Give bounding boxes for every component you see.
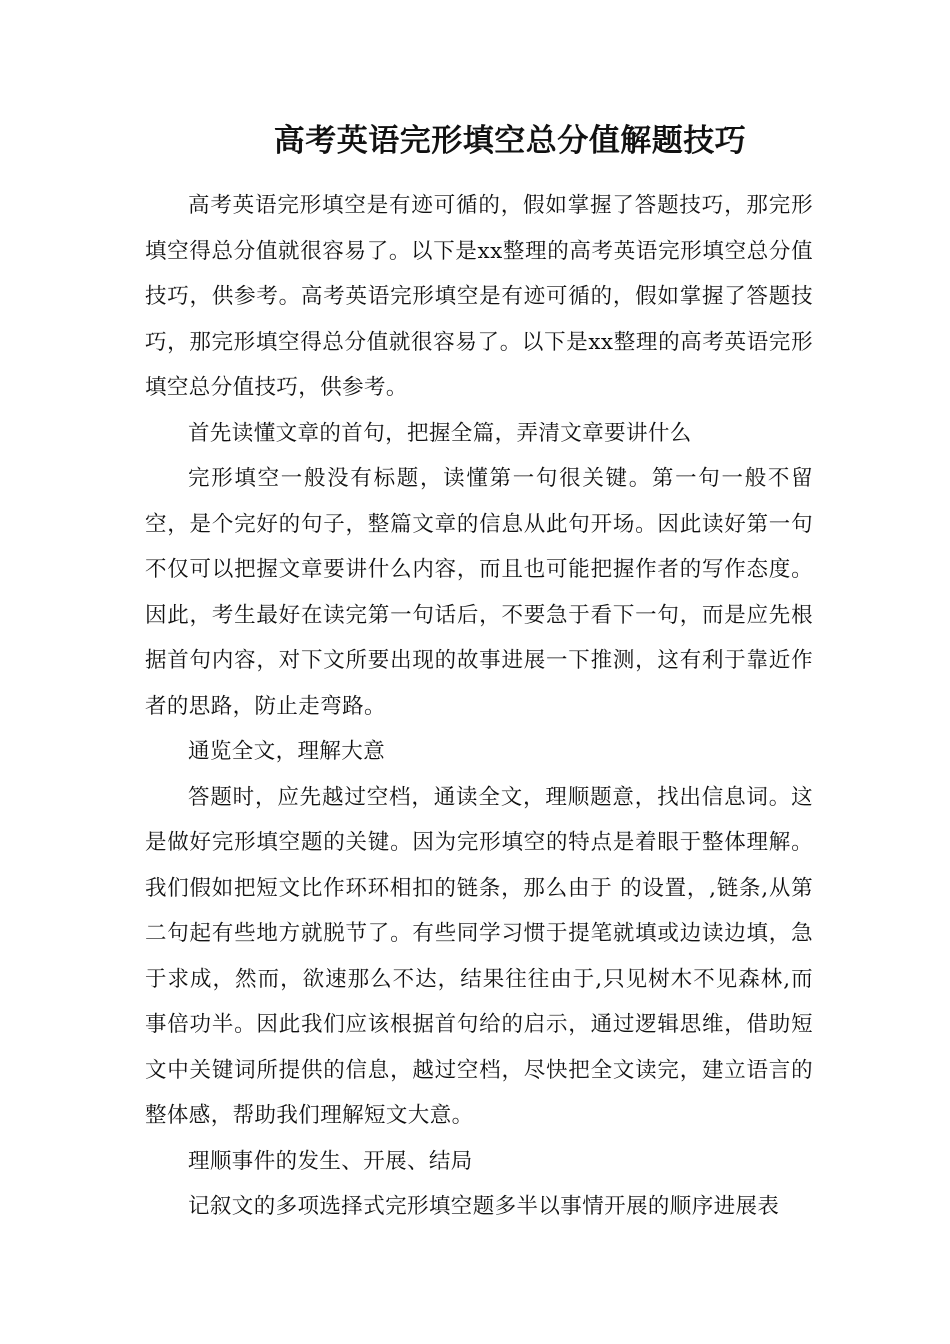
paragraph-intro: 高考英语完形填空是有迹可循的，假如掌握了答题技巧，那完形填空得总分值就很容易了。以下是xx整理的高考英语完形填空总分值技巧，供参考。高考英语完形填空是有迹可循的，假如掌握了答题技巧，那完形填空得总分值就很容易了。以下是xx整理的高考英语完形填空总分值技巧，供参考。 [145,193,813,400]
paragraph-first-sentence: 完形填空一般没有标题，读懂第一句很关键。第一句一般不留空，是个完好的句子，整篇文章的信息从此句开场。因此读好第一句不仅可以把握文章要讲什么内容，而且也可能把握作者的写作态度。因此，考生最好在读完第一句话后，不要急于看下一句，而是应先根据首句内容，对下文所要出现的故事进展一下推测，这有利于靠近作者的思路，防止走弯路。 [145,466,813,719]
section-heading-events: 理顺事件的发生、开展、结局 [188,1148,473,1174]
document-body [145,183,813,1230]
paragraph-overview: 答题时，应先越过空档，通读全文，理顺题意，找出信息词。这是做好完形填空题的关键。因为完形填空的特点是着眼于整体理解。我们假如把短文比作环环相扣的链条，那么由于 的设置，,链条,从第二句起有些地方就脱节了。有些同学习惯于提笔就填或边读边填，急于求成，然而，欲速那么不达，结果往往由于,只见树木不见森林,而事倍功半。因此我们应该根据首句给的启示，通过逻辑思维，借助短文中关键词所提供的信息，越过空档，尽快把全文读完，建立语言的整体感，帮助我们理解短文大意。 [145,784,813,1128]
section-heading-overview: 通览全文，理解大意 [188,739,386,764]
paragraph-events: 记叙文的多项选择式完形填空题多半以事情开展的顺序进展表 [188,1194,780,1219]
section-heading-first-sentence: 首先读懂文章的首句，把握全篇，弄清文章要讲什么 [188,420,692,446]
document-title: 高考英语完形填空总分值解题技巧 [273,123,747,159]
